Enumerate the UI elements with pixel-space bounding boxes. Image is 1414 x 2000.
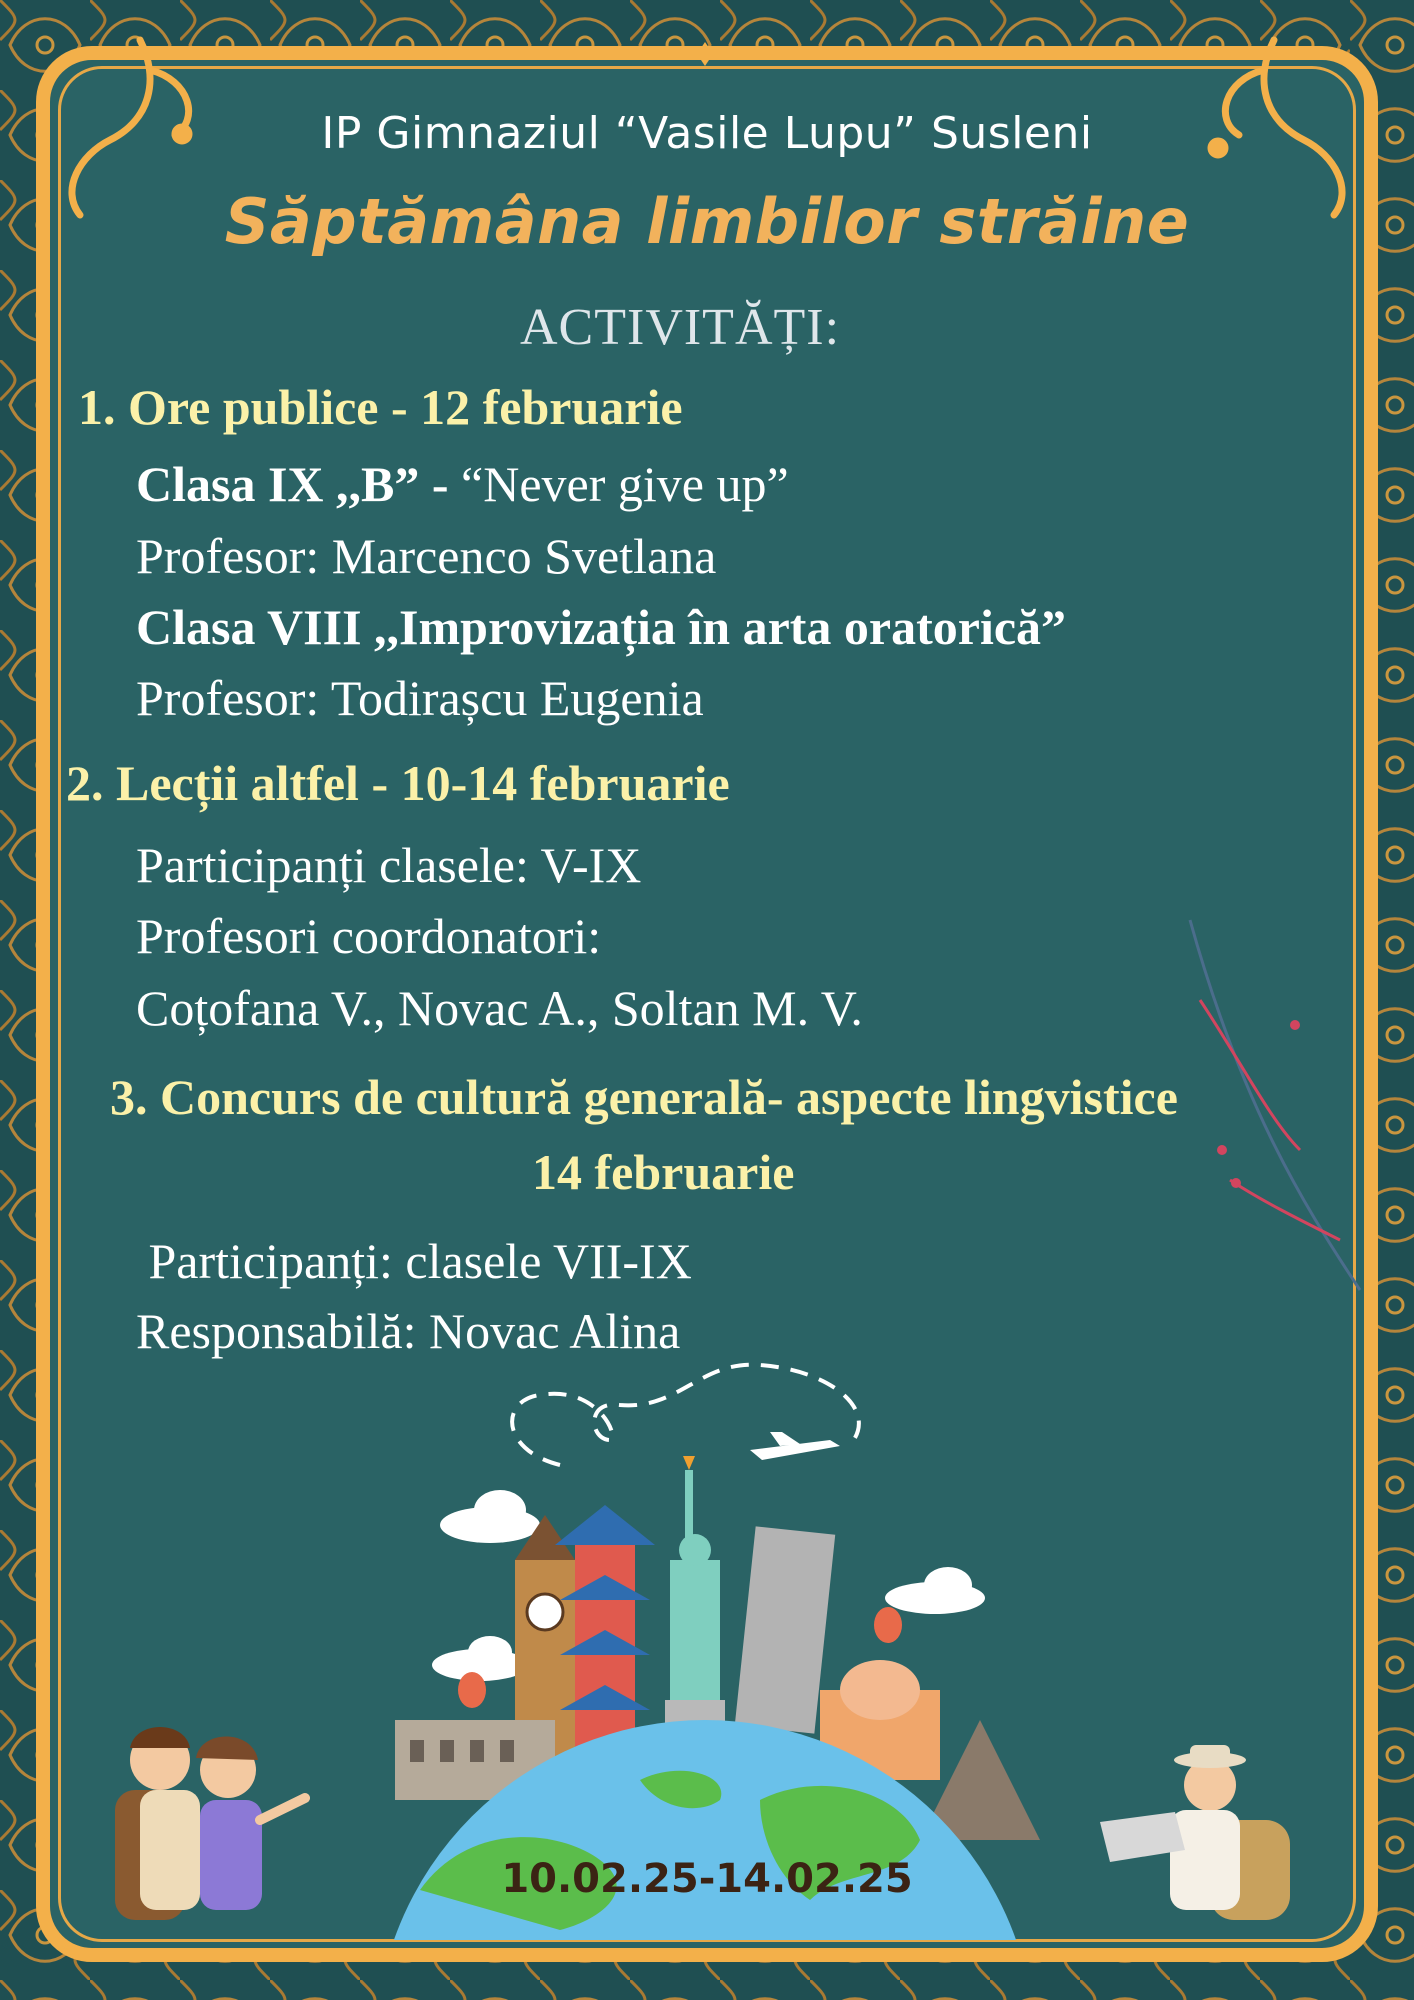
date-range: 10.02.25-14.02.25 xyxy=(501,1856,913,1902)
section-1-line-1-bold: Clasa IX ,,B” - xyxy=(136,456,462,512)
branch-decoration-icon xyxy=(1190,920,1360,1290)
section-3-line-1: Participanți: clasele VII-IX xyxy=(136,1233,692,1289)
school-name: IP Gimnaziul “Vasile Lupu” Susleni xyxy=(321,108,1093,159)
airplane-icon xyxy=(512,1365,859,1465)
section-1-line-4: Profesor: Todirașcu Eugenia xyxy=(136,670,704,726)
section-heading-3-date: 14 februarie xyxy=(532,1144,795,1200)
section-heading-1: 1. Ore publice - 12 februarie xyxy=(78,379,683,435)
activities-heading: ACTIVITĂȚI: xyxy=(520,299,841,356)
section-1-line-1-text: “Never give up” xyxy=(461,456,789,512)
section-1-line-2: Profesor: Marcenco Svetlana xyxy=(136,528,717,584)
section-heading-3: 3. Concurs de cultură generală- aspecte lingvistice xyxy=(110,1069,1178,1125)
section-heading-2: 2. Lecții altfel - 10-14 februarie xyxy=(66,755,730,811)
section-2-line-1: Participanți clasele: V-IX xyxy=(136,837,642,893)
section-1-line-3: Clasa VIII ,,Improvizația în arta oratorică” xyxy=(136,599,1067,655)
section-1-line-1 xyxy=(136,455,789,513)
section-2-line-3: Coțofana V., Novac A., Soltan M. V. xyxy=(136,980,863,1036)
section-2-line-2: Profesori coordonatori: xyxy=(136,908,602,964)
ornament-top-icon xyxy=(430,42,980,66)
poster-title: Săptămâna limbilor străine xyxy=(224,185,1190,258)
section-3-line-2: Responsabilă: Novac Alina xyxy=(136,1303,681,1359)
